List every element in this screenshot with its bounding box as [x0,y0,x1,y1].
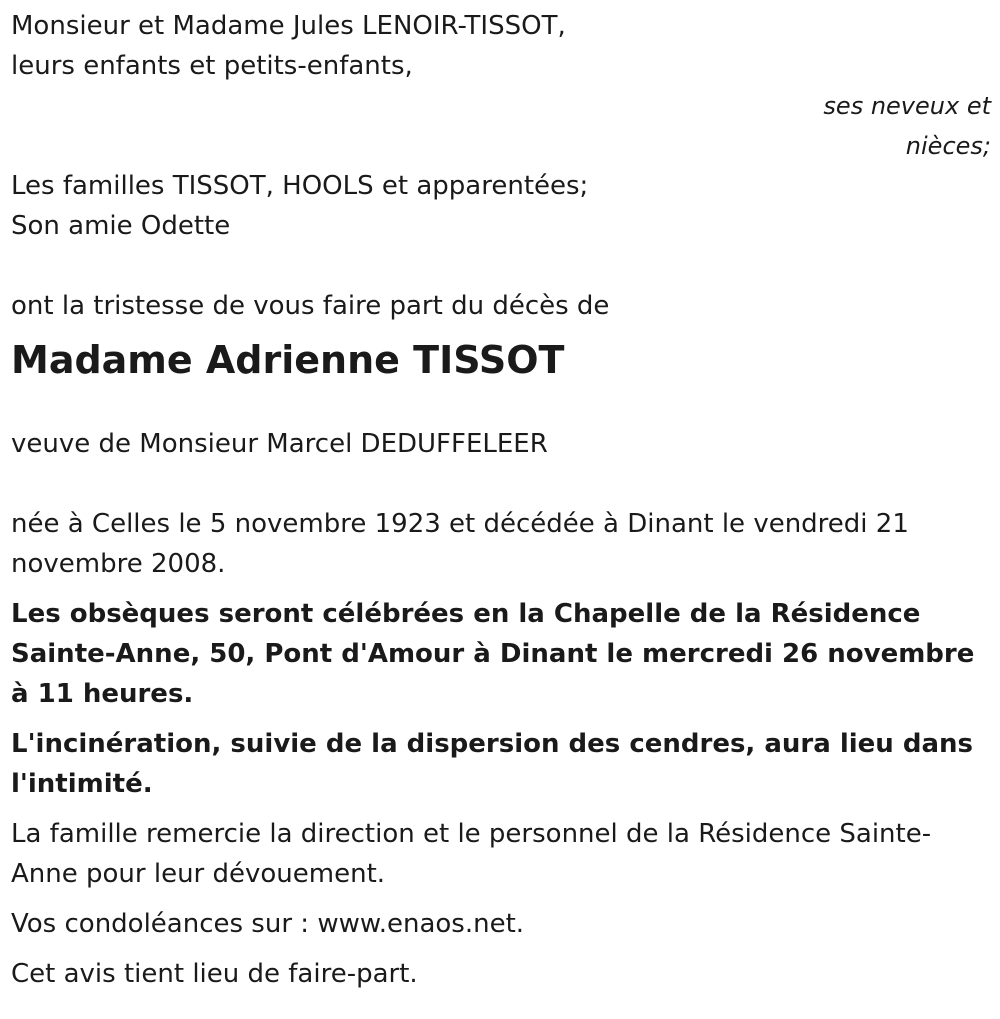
birth-death-text: née à Celles le 5 novembre 1923 et décédée à Dinant le vendredi 21 novembre 2008. [11,509,909,579]
nephews-line-2: nièces; [905,132,991,160]
deceased-name: Madame Adrienne TISSOT [11,338,565,382]
announcement-text: ont la tristesse de vous faire part du décès de [11,291,610,321]
family-line-2: leurs enfants et petits-enfants, [11,51,413,81]
obituary-notice [11,6,991,994]
condolences-text: Vos condoléances sur : www.enaos.net. [11,909,525,939]
cremation-text: L'incinération, suivie de la dispersion des cendres, aura lieu dans l'intimité. [11,729,973,799]
family-line-4: Son amie Odette [11,211,231,241]
funeral-text: Les obsèques seront célébrées en la Chapelle de la Résidence Sainte-Anne, 50, Pont d'Amour à Dinant le mercredi 26 novembre à 11 heures. [11,599,975,709]
nephews-line-1: ses neveux et [823,92,991,120]
nephews-block [11,86,991,166]
closing-text: Cet avis tient lieu de faire-part. [11,959,418,989]
family-line-1: Monsieur et Madame Jules LENOIR-TISSOT, [11,11,566,41]
thanks-text: La famille remercie la direction et le personnel de la Résidence Sainte-Anne pour leur dévouement. [11,819,932,889]
family-line-3: Les familles TISSOT, HOOLS et apparentées; [11,171,589,201]
widow-of-text: veuve de Monsieur Marcel DEDUFFELEER [11,429,548,459]
